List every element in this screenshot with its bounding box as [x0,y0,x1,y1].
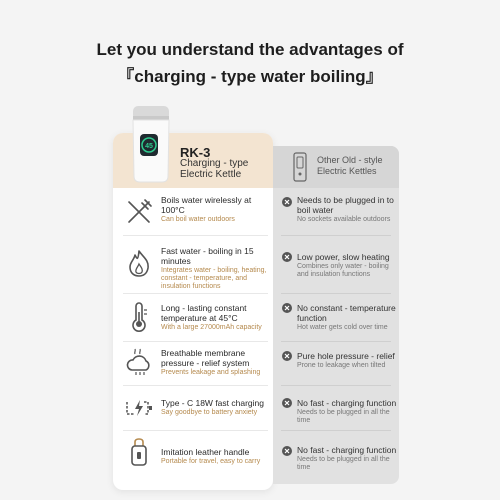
portable-kettle-image [130,106,172,184]
cross-icon [282,252,292,262]
feature-new-5: Type - C 18W fast charging Say goodbye to battery anxiety [161,398,264,416]
page-title-line1: Let you understand the advantages of [96,40,404,59]
feature-old-1: Needs to be plugged in to boil water No sockets available outdoors [297,195,394,223]
cross-icon [282,446,292,456]
feature-new-2: Fast water - boiling in 15 minutes Integrates water - boiling, heating, constant - temperature, and insulation functions [161,246,267,290]
row-divider [281,235,391,236]
display-readout: 45 [145,143,153,150]
row-divider [281,430,391,431]
feature-new-1: Boils water wirelessly at 100°C Can boil water outdoors [161,195,252,223]
cross-icon [282,303,292,313]
cross-icon [282,351,292,361]
cross-icon [282,398,292,408]
feature-new-4: Breathable membrane pressure - relief system Prevents leakage and splashing [161,348,261,376]
row-divider [123,385,268,386]
row-divider [281,293,391,294]
model-name: RK-3 [180,145,211,160]
page-title-line2: 『charging - type water boiling』 [117,67,383,86]
feature-old-5: No fast - charging function Needs to be plugged in all the time [297,398,397,424]
old-kettle-icon [293,152,307,182]
feature-new-6: Imitation leather handle Portable for travel, easy to carry [161,447,261,465]
feature-old-3: No constant - temperature function Hot water gets cold over time [297,303,396,331]
steam-cloud-icon [124,346,154,376]
row-divider [123,430,268,431]
row-divider [281,341,391,342]
feature-old-4: Pure hole pressure - relief Prone to leakage when tilted [297,351,395,369]
row-divider [123,341,268,342]
thermometer-icon [124,302,154,332]
row-divider [123,235,268,236]
wireless-plug-icon [124,197,154,227]
flame-icon [124,248,154,278]
old-kettle-header [273,146,399,188]
row-divider [281,385,391,386]
feature-new-3: Long - lasting constant temperature at 45°C With a large 27000mAh capacity [161,303,262,331]
new-kettle-name: Charging - type Electric Kettle [180,158,249,180]
battery-charging-icon [124,393,154,423]
cross-icon [282,197,292,207]
feature-old-2: Low power, slow heating Combines only water - boiling and insulation functions [297,252,390,278]
feature-old-6: No fast - charging function Needs to be plugged in all the time [297,445,397,471]
old-kettle-name: Other Old - style Electric Kettles [317,155,383,176]
leather-handle-icon [124,437,154,467]
row-divider [123,293,268,294]
